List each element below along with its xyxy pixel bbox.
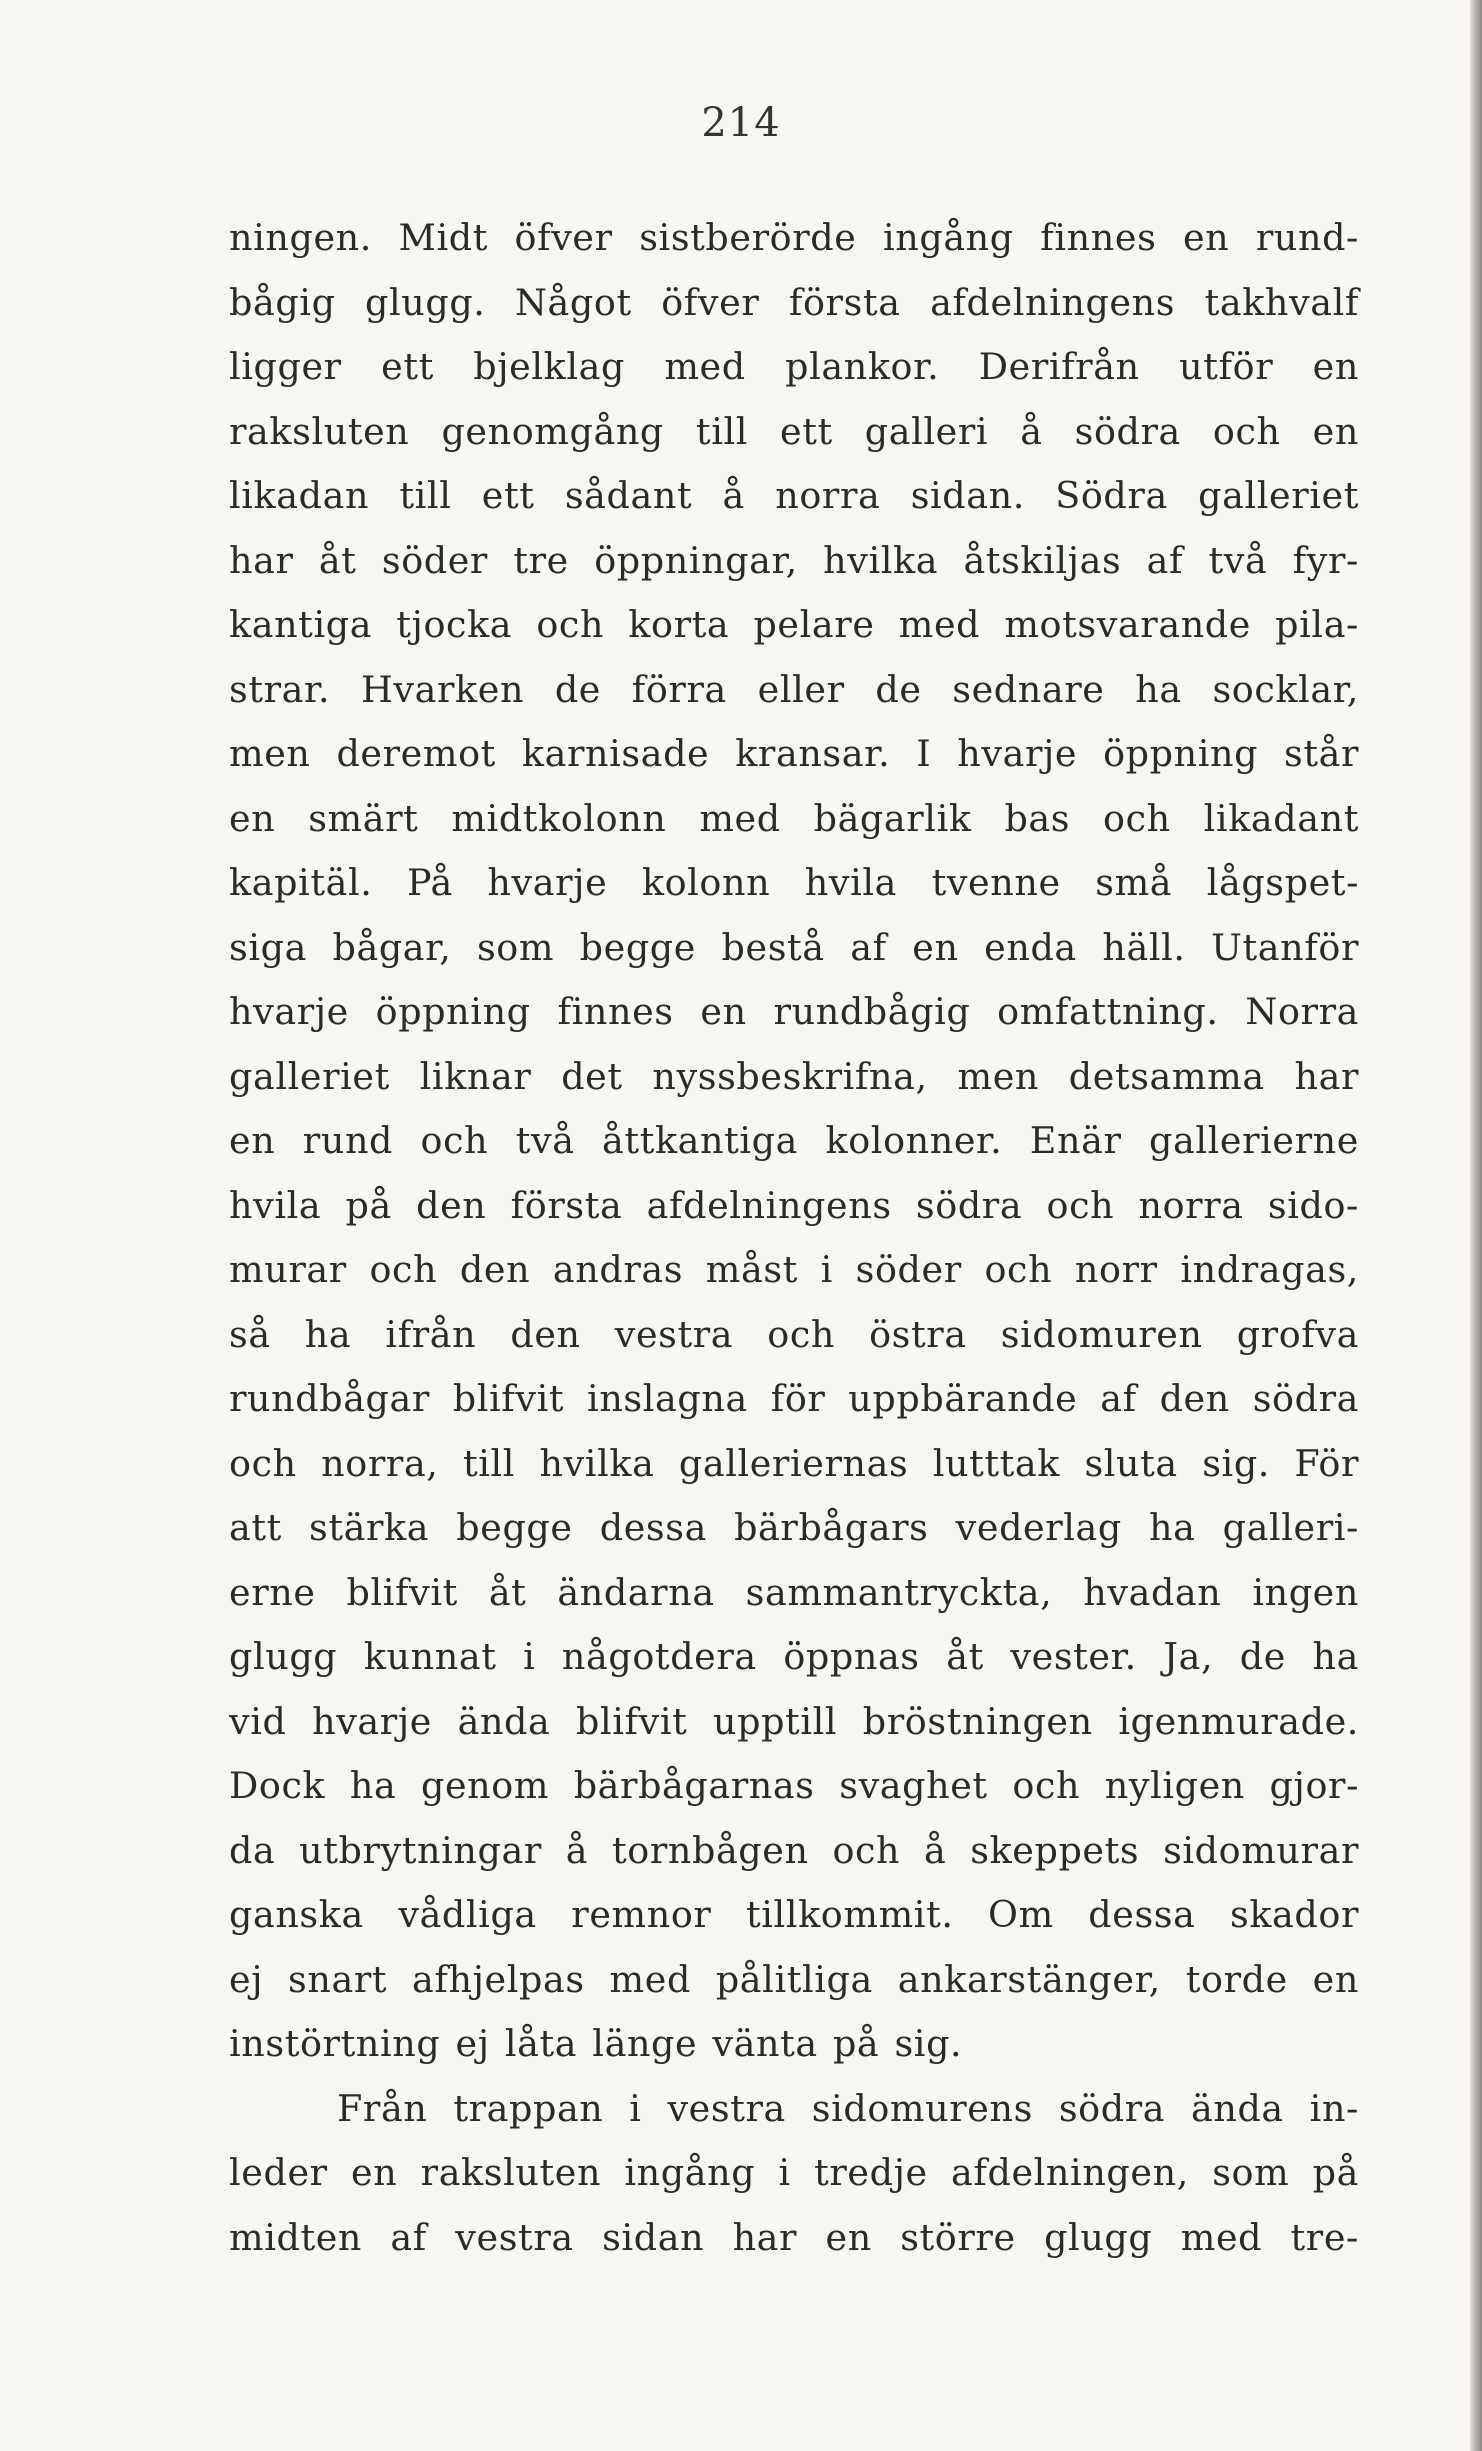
text-line: en rund och två åttkantiga kolonner. Enär gallerierne: [229, 1119, 1359, 1162]
body-text: [229, 206, 1359, 2270]
text-line: ningen. Midt öfver sistberörde ingång finnes en rund-: [229, 216, 1359, 259]
text-line: en smärt midtkolonn med bägarlik bas och likadant: [229, 796, 1359, 840]
text-line: ligger ett bjelklag med plankor. Derifrån utför en: [229, 345, 1359, 388]
text-line: Dock ha genom bärbågarnas svaghet och nyligen gjor-: [229, 1764, 1359, 1807]
text-line: rundbågar blifvit inslagna för uppbärande af den södra: [229, 1377, 1359, 1420]
paragraph-start-line: Från trappan i vestra sidomurens södra ända in-: [337, 2086, 1359, 2130]
text-line: hvila på den första afdelningens södra och norra sido-: [229, 1183, 1359, 1227]
paragraph-end-line: instörtning ej låta länge vänta på sig.: [229, 2022, 963, 2065]
text-line: galleriet liknar det nyssbeskrifna, men detsamma har: [229, 1054, 1359, 1098]
text-line: kapitäl. På hvarje kolonn hvila tvenne små lågspet-: [229, 861, 1359, 904]
text-line: och norra, till hvilka galleriernas lutttak sluta sig. För: [229, 1441, 1359, 1485]
text-line: har åt söder tre öppningar, hvilka åtskiljas af två fyr-: [229, 538, 1359, 582]
text-line: ej snart afhjelpas med pålitliga ankarstänger, torde en: [229, 1957, 1359, 2001]
page-number: 214: [701, 100, 781, 146]
text-line: leder en raksluten ingång i tredje afdelningen, som på: [229, 2151, 1359, 2194]
text-line: bågig glugg. Något öfver första afdelningens takhvalf: [229, 280, 1359, 324]
text-line: hvarje öppning finnes en rundbågig omfattning. Norra: [229, 990, 1359, 1033]
text-line: erne blifvit åt ändarna sammantryckta, hvadan ingen: [229, 1570, 1359, 1614]
text-line: strar. Hvarken de förra eller de sednare ha socklar,: [229, 667, 1359, 711]
text-line: att stärka begge dessa bärbågars vederlag ha galleri-: [229, 1506, 1359, 1549]
text-line: men deremot karnisade kransar. I hvarje öppning står: [229, 732, 1359, 775]
text-line: siga bågar, som begge bestå af en enda häll. Utanför: [229, 925, 1359, 969]
text-line: vid hvarje ända blifvit upptill bröstningen igenmurade.: [229, 1699, 1359, 1743]
text-line: ganska vådliga remnor tillkommit. Om dessa skador: [229, 1893, 1359, 1936]
text-line: da utbrytningar å tornbågen och å skeppets sidomurar: [229, 1828, 1359, 1872]
text-line: kantiga tjocka och korta pelare med motsvarande pila-: [229, 603, 1359, 646]
page-edge: [1470, 0, 1482, 2451]
text-line: murar och den andras måst i söder och norr indragas,: [229, 1248, 1359, 1291]
text-line: midten af vestra sidan har en större glugg med tre-: [229, 2215, 1359, 2259]
text-line: glugg kunnat i någotdera öppnas åt vester. Ja, de ha: [229, 1635, 1359, 1678]
text-line: så ha ifrån den vestra och östra sidomuren grofva: [229, 1312, 1359, 1356]
text-line: raksluten genomgång till ett galleri å södra och en: [229, 409, 1359, 453]
text-line: likadan till ett sådant å norra sidan. Södra galleriet: [229, 474, 1359, 517]
